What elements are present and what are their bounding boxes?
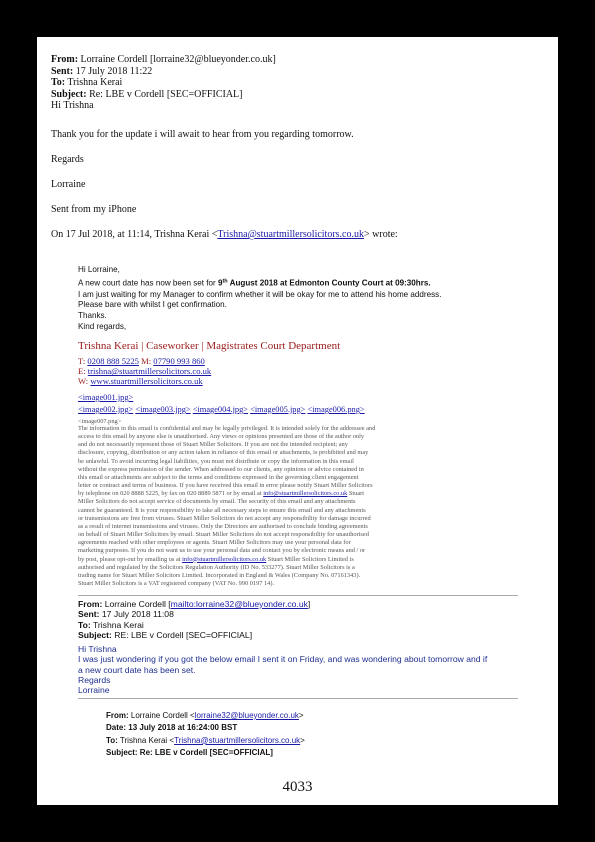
greeting: Hi Trishna: [51, 100, 94, 111]
subject-value: Re: LBE v Cordell [SEC=OFFICIAL]: [89, 88, 243, 100]
from-value: Lorraine Cordell [lorraine32@blueyonder.co.uk]: [80, 54, 276, 65]
page-number: 4033: [282, 779, 313, 795]
sent-line: Sent: 17 July 2018 11:08: [78, 609, 174, 620]
to-line: To: Trishna Kerai: [78, 619, 144, 630]
regards: Regards: [78, 674, 111, 685]
email-link[interactable]: trishna@stuartmillersolicitors.co.uk: [87, 366, 212, 377]
date-line: Date: 13 July 2018 at 16:24:00 BST: [106, 723, 238, 733]
sent-from-iphone: Sent from my iPhone: [51, 204, 137, 215]
from-email-link[interactable]: lorraine32@blueyonder.co.uk: [194, 711, 299, 720]
mailto-link[interactable]: mailto:lorraine32@blueyonder.co.uk: [170, 599, 308, 609]
image-link[interactable]: <image003.jpg>: [135, 405, 191, 414]
sent-value: 17 July 2018 11:22: [75, 65, 153, 77]
kind-regards: Kind regards,: [78, 322, 127, 332]
disclaimer: The information in this email is confidential and may be legally privileged. It is intended solely for the addressee and access to this email by anyone else is unauthorised. Any views or opinions presented are those of the author only and do not necessarily represent those of Stuart Miller Solicitors. If you are not the intended recipient; any disclosure, copying, distribution or any action taken in reliance of this email or attachments, is prohibited and may be unlawful. To avoid incurring legal liabilities, you must not distribute or copy the information in this email without the express permission of the sender. When addressed to our clients, any opinions or advice contained in this email or attachments are subject to the terms and conditions expressed in the governing client engagement letter or contract and terms of business. If you have received this email in error please notify Stuart Miller Solicitors by telephone on 020 8888 5225, by fax on 020 8889 5871 or by email at info@stuartmillersolicitors.co.uk Stuart Miller Solicitors do not accept service of documents by email. The security of this email and any attachments cannot be guaranteed. It is your responsibility to take all necessary steps to ensure this email and any attachments or transmissions are free from viruses. Stuart Miller Solicitors do not accept any responsibility for damage incurred as a result of internet transmissions and viruses. Only the Directors are authorised to conclude binding agreements on behalf of Stuart Miller Solicitors by email. Stuart Miller Solicitors do not accept responsibility for unauthorised agreements reached with other employees or agents. Stuart Miller Solicitors may use your personal data for marketing purposes. If you do not want us to use your personal data and contact you by electronic means and / or by post, please opt-out by emailing us at info@stuartmillersolicitors.co.uk Stuart Miller Solicitors Limited is authorised and regulated by the Solicitors Regulation Authority (ID No. 533277). Stuart Miller Solicitors is a trading name for Stuart Miller Solicitors Limited. Incorporated in England & Wales (Company No. 07161343). Stuart Miller Solicitors is a VAT registered company (VAT No. 990 0197 14).: [78, 425, 376, 587]
image-attachments: [78, 392, 365, 416]
subject-line: Subject: RE: LBE v Cordell [SEC=OFFICIAL]: [78, 629, 253, 640]
quoted-greeting: Hi Lorraine,: [78, 265, 120, 274]
disclaimer-optout-link[interactable]: info@stuartmillersolicitors.co.uk: [182, 555, 267, 563]
to-email-link[interactable]: Trishna@stuartmillersolicitors.co.uk: [174, 735, 301, 745]
court-date-line: A new court date has now been set for 9th August 2018 at Edmonton County Court at 09:30hrs.: [78, 277, 431, 288]
body-line: a new court date has been set.: [78, 664, 196, 675]
image7-label: <image007.png>: [78, 418, 122, 425]
image-link[interactable]: <image001.jpg>: [78, 393, 134, 402]
separator-line: [78, 698, 518, 699]
from-line: From: Lorraine Cordell [mailto:lorraine32@blueyonder.co.uk]: [78, 599, 311, 609]
email-body-2: [78, 644, 487, 695]
image-link[interactable]: <image005.jpg>: [250, 405, 306, 414]
signoff-name: Lorraine: [51, 179, 86, 190]
document-page: [37, 37, 558, 805]
separator-line: [78, 595, 518, 596]
regards: Regards: [51, 154, 84, 165]
sent-line: Sent: 17 July 2018 11:22: [51, 65, 153, 77]
from-line: From: Lorraine Cordell <lorraine32@blueyonder.co.uk>: [106, 711, 304, 720]
website-link[interactable]: www.stuartmillersolicitors.co.uk: [90, 376, 203, 387]
to-line: To: Trishna Kerai <Trishna@stuartmillersolicitors.co.uk>: [106, 735, 305, 745]
bare-with-line: Please bare with whilst I get confirmation.: [78, 300, 227, 310]
email-line: E: trishna@stuartmillersolicitors.co.uk: [78, 366, 212, 377]
email-header-1: [51, 54, 276, 112]
to-value: Trishna Kerai: [67, 77, 123, 88]
email-header-2: [78, 599, 310, 640]
website-line: W: www.stuartmillersolicitors.co.uk: [78, 376, 203, 387]
signature-name: Trishna Kerai | Caseworker | Magistrates Court Department: [78, 340, 341, 352]
from-line: From: Lorraine Cordell [lorraine32@blueyonder.co.uk]: [51, 54, 276, 65]
email-header-3: [106, 710, 305, 759]
signoff-name: Lorraine: [78, 685, 110, 696]
phone-link[interactable]: 0208 888 5225: [87, 356, 139, 366]
image-link[interactable]: <image004.jpg>: [192, 405, 249, 414]
telephone-line: T: 0208 888 5225 M: 07790 993 860: [78, 356, 205, 366]
disclaimer-email-link[interactable]: info@stuartmillersolicitors.co.uk: [263, 490, 348, 498]
body-line: I was just wondering if you got the below email I sent it on Friday, and was wondering about tomorrow and if: [78, 654, 488, 665]
wrote-line: On 17 Jul 2018, at 11:14, Trishna Kerai <Trishna@stuartmillersolicitors.co.uk> wrote:: [51, 229, 398, 240]
subject-line: Subject: Re: LBE v Cordell [SEC=OFFICIAL]: [106, 747, 273, 757]
mobile-link[interactable]: 07790 993 860: [153, 356, 205, 366]
manager-line: I am just waiting for my Manager to confirm whether it will be okay for me to attend his home address.: [78, 289, 442, 299]
wrote-email-link[interactable]: Trishna@stuartmillersolicitors.co.uk: [217, 229, 364, 240]
body-line-1: Thank you for the update i will await to hear from you regarding tomorrow.: [51, 129, 354, 140]
image-link[interactable]: <image002.jpg>: [78, 405, 134, 414]
to-line: To: Trishna Kerai: [51, 77, 123, 88]
signature-contacts: [78, 356, 211, 387]
subject-line: Subject: Re: LBE v Cordell [SEC=OFFICIAL]: [51, 88, 243, 100]
greeting: Hi Trishna: [78, 644, 117, 654]
thanks: Thanks.: [78, 311, 107, 321]
quoted-message: [78, 265, 441, 333]
image-link[interactable]: <image006.png>: [307, 405, 365, 414]
